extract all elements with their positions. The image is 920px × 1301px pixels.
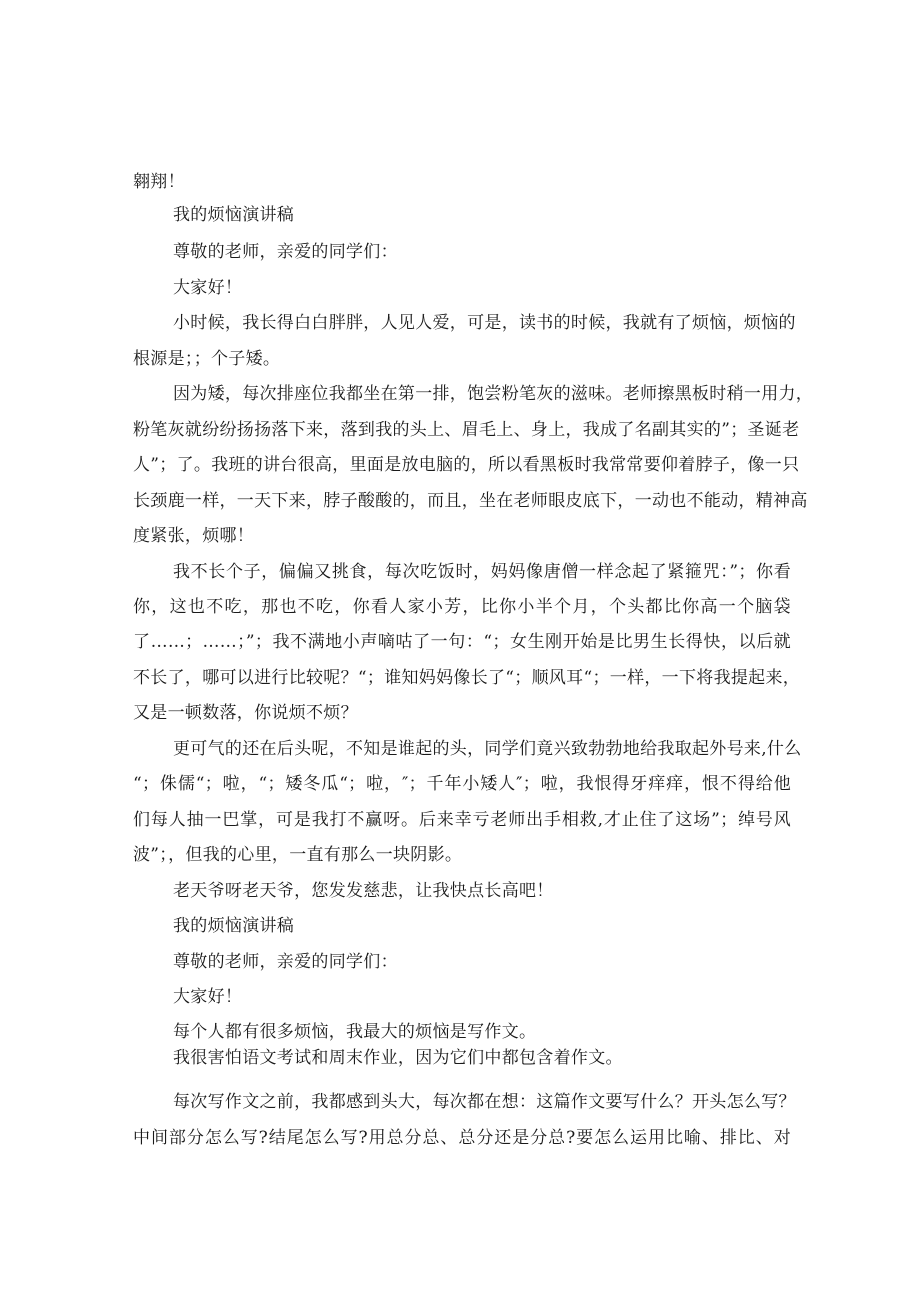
text-line: 们每人抽一巴掌，可是我打不赢呀。后来幸亏老师出手相救,才止住了这场”；绰号风: [133, 810, 791, 830]
salutation: 尊敬的老师，亲爱的同学们：: [173, 242, 398, 262]
text-line: “；侏儒“；啦，“；矮冬瓜“；啦，″；千年小矮人″；啦，我恨得牙痒痒，恨不得给他: [133, 774, 791, 794]
section-title: 我的烦恼演讲稿: [173, 916, 295, 936]
text-line: 翱翔！: [133, 172, 185, 192]
text-line: 中间部分怎么写?结尾怎么写?用总分总、总分还是分总?要怎么运用比喻、排比、对: [133, 1128, 791, 1148]
text-line: 了……；……；”；我不满地小声嘀咕了一句：“；女生刚开始是比男生长得快，以后就: [133, 632, 791, 652]
section-title: 我的烦恼演讲稿: [173, 205, 295, 225]
text-line: 你，这也不吃，那也不吃，你看人家小芳，比你小半个月，个头都比你高一个脑袋: [133, 597, 791, 617]
text-line: 根源是；；个子矮。: [133, 349, 281, 369]
text-line: 每次写作文之前，我都感到头大，每次都在想：这篇作文要写什么？开头怎么写？: [173, 1092, 796, 1112]
greeting: 大家好！: [173, 278, 243, 298]
text-line: 度紧张，烦哪！: [133, 526, 255, 546]
text-line: 人”；了。我班的讲台很高，里面是放电脑的，所以看黑板时我常常要仰着脖子，像一只: [133, 455, 800, 475]
text-line: 小时候，我长得白白胖胖，人见人爱，可是，读书的时候，我就有了烦恼，烦恼的: [173, 313, 796, 333]
text-line: 更可气的还在后头呢，不知是谁起的头，同学们竟兴致勃勃地给我取起外号来,什么: [173, 739, 802, 759]
text-line: 波”；，但我的心里，一直有那么一块阴影。: [133, 845, 463, 865]
text-line: 长颈鹿一样，一天下来，脖子酸酸的，而且，坐在老师眼皮底下，一动也不能动，精神高: [133, 491, 808, 511]
text-line: 我很害怕语文考试和周末作业，因为它们中都包含着作文。: [173, 1048, 623, 1068]
text-line: 老天爷呀老天爷，您发发慈悲，让我快点长高吧！: [173, 881, 554, 901]
salutation: 尊敬的老师，亲爱的同学们：: [173, 952, 398, 972]
text-line: 因为矮，每次排座位我都坐在第一排，饱尝粉笔灰的滋味。老师擦黑板时稍一用力，: [173, 384, 814, 404]
text-line: 不长了，哪可以进行比较呢？“；谁知妈妈像长了“；顺风耳“；一样，一下将我提起来，: [133, 668, 801, 688]
text-line: 每个人都有很多烦恼，我最大的烦恼是写作文。: [173, 1022, 537, 1042]
text-line: 粉笔灰就纷纷扬扬落下来，落到我的头上、眉毛上、身上，我成了名副其实的”；圣诞老: [133, 420, 800, 440]
text-line: 又是一顿数落，你说烦不烦？: [133, 703, 358, 723]
greeting: 大家好！: [173, 987, 243, 1007]
text-line: 我不长个子，偏偏又挑食，每次吃饭时，妈妈像唐僧一样念起了紧箍咒：”；你看: [173, 562, 791, 582]
